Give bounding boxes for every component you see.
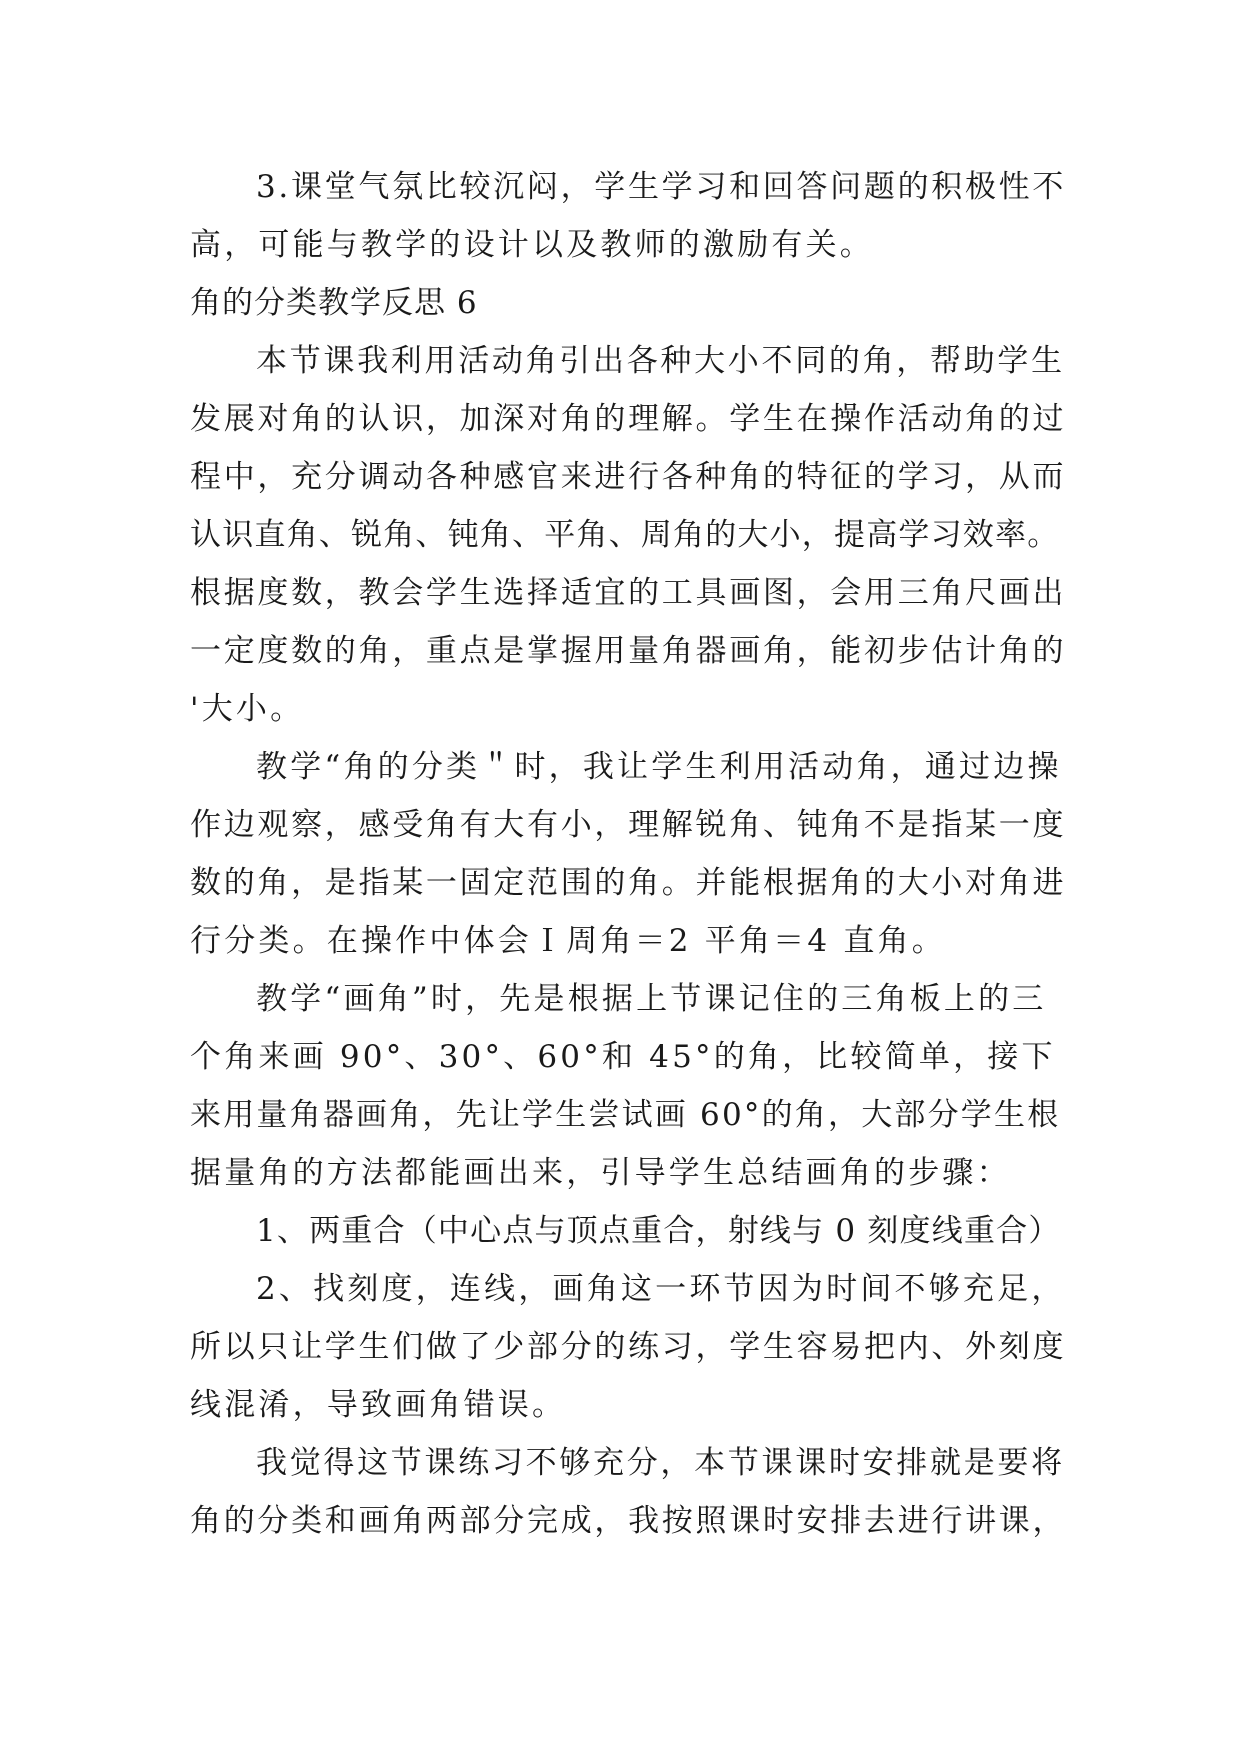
- text-line: 发展对角的认识，加深对角的理解。学生在操作活动角的过: [190, 401, 1067, 437]
- text-line: 本节课我利用活动角引出各种大小不同的角，帮助学生: [256, 343, 1065, 379]
- text-line: 角的分类和画角两部分完成，我按照课时安排去进行讲课，: [190, 1503, 1067, 1539]
- text-line: 2、找刻度，连线，画角这一环节因为时间不够充足，: [256, 1271, 1066, 1307]
- text-line: 高，可能与教学的设计以及教师的激励有关。: [190, 227, 874, 263]
- text-line: 据量角的方法都能画出来，引导学生总结画角的步骤：: [190, 1155, 1011, 1191]
- text-line: 线混淆，导致画角错误。: [190, 1387, 567, 1423]
- text-line: 教学“角的分类＂时，我让学生利用活动角，通过边操: [256, 749, 1062, 785]
- text-line: 作边观察，感受角有大有小，理解锐角、钝角不是指某一度: [190, 807, 1067, 843]
- text-line: 程中，充分调动各种感官来进行各种角的特征的学习，从而: [190, 459, 1067, 495]
- document-body: [190, 158, 1070, 1550]
- text-line: 教学“画角”时，先是根据上节课记住的三角板上的三: [256, 981, 1047, 1017]
- text-line: 行分类。在操作中体会Ｉ周角＝2 平角＝4 直角。: [190, 923, 946, 959]
- text-line: 所以只让学生们做了少部分的练习，学生容易把内、外刻度: [190, 1329, 1067, 1365]
- text-line: '大小。: [190, 691, 305, 727]
- text-line: 1、两重合（中心点与顶点重合，射线与 0 刻度线重合）: [256, 1213, 1061, 1249]
- text-line: 个角来画 90°、30°、60°和 45°的角，比较简单，接下: [190, 1039, 1056, 1075]
- text-line: 一定度数的角，重点是掌握用量角器画角，能初步估计角的: [190, 633, 1067, 669]
- text-line: 我觉得这节课练习不够充分，本节课课时安排就是要将: [256, 1445, 1065, 1481]
- text-line: 根据度数，教会学生选择适宜的工具画图，会用三角尺画出: [190, 575, 1067, 611]
- text-line: 来用量角器画角，先让学生尝试画 60°的角，大部分学生根: [190, 1097, 1061, 1133]
- text-line: 认识直角、锐角、钝角、平角、周角的大小，提高学习效率。: [190, 517, 1060, 553]
- text-line: 数的角，是指某一固定范围的角。并能根据角的大小对角进: [190, 865, 1067, 901]
- text-line: 3.课堂气氛比较沉闷，学生学习和回答问题的积极性不: [256, 169, 1067, 205]
- section-heading: 角的分类教学反思 6: [190, 285, 478, 321]
